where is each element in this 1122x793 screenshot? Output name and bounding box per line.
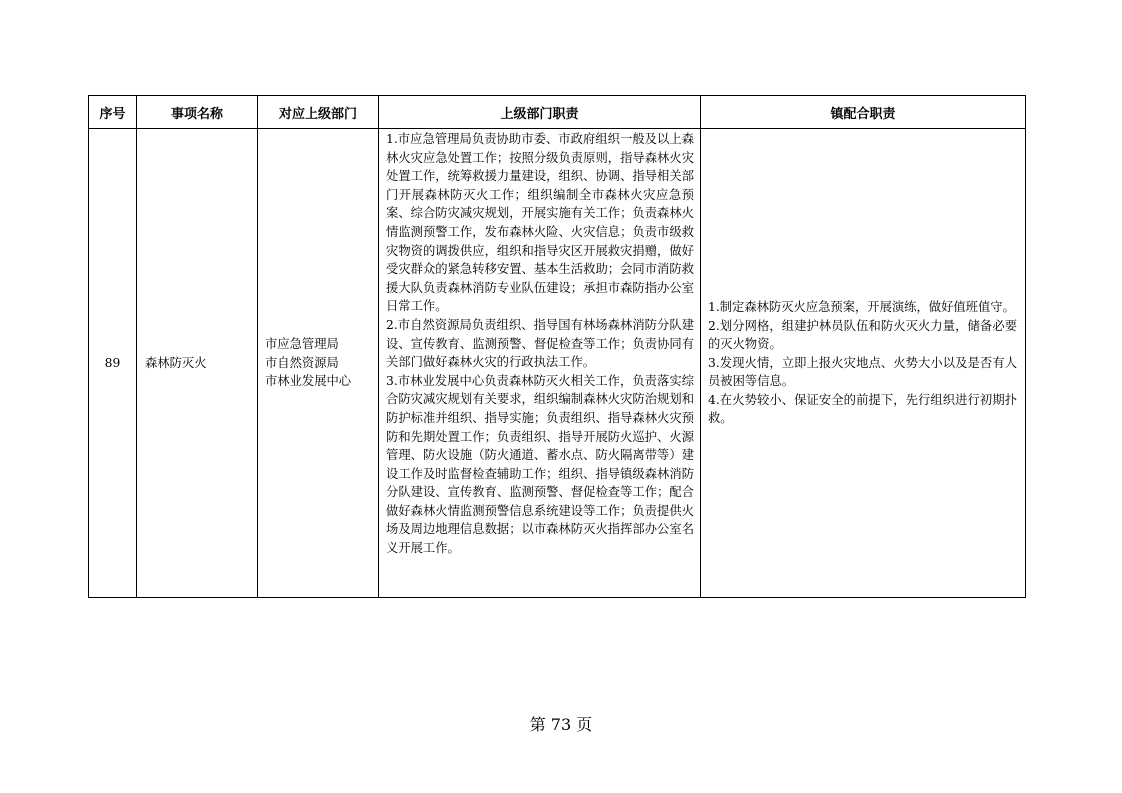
duty-paragraph: 1.市应急管理局负责协助市委、市政府组织一般及以上森林火灾应急处置工作；按照分级负责原则，指导森林火灾处置工作，统筹救援力量建设，组织、协调、指导相关部门开展森林防灭火工作；组织编制全市森林火灾应急预案、综合防灾减灾规划，开展实施有关工作；负责森林火情监测预警工作，发布森林火险、火灾信息；负责市级救灾物资的调拨供应，组织和指导灾区开展救灾捐赠，做好受灾群众的紧急转移安置、基本生活救助；会同市消防救援大队负责森林消防专业队伍建设；承担市森防指办公室日常工作。 — [386, 132, 694, 314]
row-town-duty — [701, 129, 1026, 598]
dept-line: 市自然资源局 — [265, 355, 339, 370]
row-superior-duty — [379, 129, 701, 598]
dept-line: 市林业发展中心 — [265, 374, 352, 389]
header-superior-duty: 上级部门职责 — [379, 96, 701, 129]
town-duty-paragraph: 1.制定森林防灭火应急预案，开展演练，做好值班值守。 — [708, 299, 1015, 314]
table-row — [89, 129, 1026, 598]
duty-paragraph: 3.市林业发展中心负责森林防灭火相关工作，负责落实综合防灾减灾规划有关要求，组织编制森林火灾防治规划和防护标准并组织、指导实施；负责组织、指导森林火灾预防和先期处置工作；负责组织、指导开展防火巡护、火源管理、防火设施（防火通道、蓄水点、防火隔离带等）建设工作及时监督检查辅助工作；组织、指导镇级森林消防分队建设、宣传教育、监测预警、督促检查等工作；配合做好森林火情监测预警信息系统建设等工作；负责提供火场及周边地理信息数据；以市森林防灭火指挥部办公室名义开展工作。 — [386, 373, 694, 556]
duty-paragraph: 2.市自然资源局负责组织、指导国有林场森林消防分队建设、宣传教育、监测预警、督促检查等工作；负责协同有关部门做好森林火灾的行政执法工作。 — [386, 317, 694, 370]
row-no: 89 — [89, 129, 137, 598]
header-no: 序号 — [89, 96, 137, 129]
header-town-duty: 镇配合职责 — [701, 96, 1026, 129]
header-superior-dept: 对应上级部门 — [258, 96, 379, 129]
row-superior-dept — [258, 129, 379, 598]
town-duty-paragraph: 4.在火势较小、保证安全的前提下，先行组织进行初期扑救。 — [708, 392, 1017, 426]
town-duty-paragraph: 2.划分网格，组建护林员队伍和防火灭火力量，储备必要的灭火物资。 — [708, 318, 1017, 352]
row-item-name: 森林防灭火 — [137, 129, 258, 598]
responsibility-table — [88, 95, 1026, 598]
table-header-row — [89, 96, 1026, 129]
town-duty-paragraph: 3.发现火情，立即上报火灾地点、火势大小以及是否有人员被困等信息。 — [708, 355, 1017, 389]
header-item-name: 事项名称 — [137, 96, 258, 129]
page-number: 第 73 页 — [529, 715, 593, 734]
dept-line: 市应急管理局 — [265, 337, 339, 352]
